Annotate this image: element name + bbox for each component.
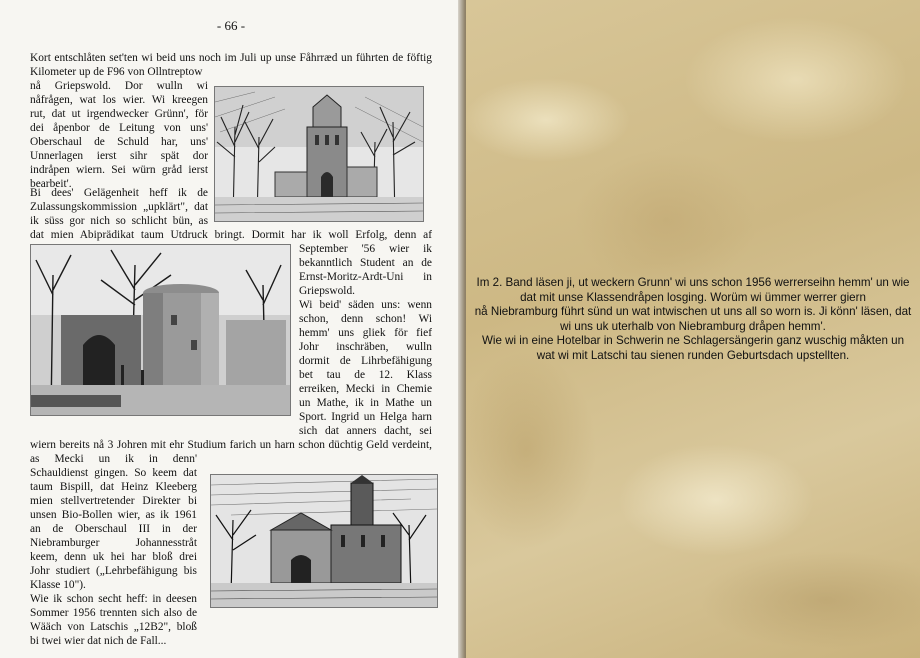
text-line: dei åpenbor de Leitung von uns' bbox=[30, 122, 208, 134]
text-line: Klasse 10"). bbox=[30, 579, 86, 591]
text-line: bearbeit'. bbox=[30, 178, 72, 190]
text-line: dormit de Lihrbefähigung bbox=[299, 355, 432, 367]
text-line: erreiken, Mecki in Chemie bbox=[299, 383, 432, 395]
text-line: wi uns uk uterhalb von Niebramburg dråpen hemm'. bbox=[560, 319, 826, 333]
text-line: wat wi mit Latschi tau sienen runden Geburtsdach upstellten. bbox=[536, 348, 850, 362]
text-line: un Mathe, ik in Mathe un bbox=[299, 397, 432, 409]
text-line: bet tau de 12. Klass bbox=[299, 369, 432, 381]
text-line: Bi dees' Gelägenheit heff ik de bbox=[30, 187, 208, 199]
text-line: dat mit unse Klassendråpen losging. Worüm wi ümmer werrer giern bbox=[520, 290, 866, 304]
page-number: - 66 - bbox=[216, 18, 246, 33]
text-line: Niebramburger Johannesstråt bbox=[30, 537, 197, 549]
city-gate-sketch-icon bbox=[215, 87, 423, 221]
text-line: keem, denn uk hei har bloß drei bbox=[30, 551, 197, 563]
text-line: mien stellvertretender Direkter bi bbox=[30, 495, 197, 507]
text-line: Schauldienst gingen. So keem dat bbox=[30, 467, 197, 479]
church-town-sketch-icon bbox=[211, 475, 437, 607]
text-line: an de Oberschaul III in der bbox=[30, 523, 197, 535]
text-line: Sport. Ingrid un Helga harn bbox=[299, 411, 432, 423]
text-line: rut, dat ut irgendwecker Grünn', för bbox=[30, 108, 208, 120]
text-line: Wääch von Latschis „12B2", bloß bbox=[30, 621, 197, 633]
text-line: taum Bispill, dat Heinz Kleeberg bbox=[30, 481, 197, 493]
text-line: wiern bereits nå 3 Johren mit ehr Studium farich un harn schon düchtig Geld verdeint, bbox=[30, 439, 432, 451]
text-line: hemm' uns gliek för fief bbox=[299, 327, 432, 339]
text-line: sich dat anners dacht, sei bbox=[299, 425, 432, 437]
text-line: nå Niebramburg führt sünd un wat intwischen ut uns all so worn is. Ji könn' läsen, dat bbox=[474, 305, 912, 318]
text-line: as Mecki un ik in denn' bbox=[30, 453, 197, 465]
text-line: unsen Bio-Bollen wier, as ik 1961 bbox=[30, 509, 197, 521]
text-line: Unnerlagen ierst sihr spät dor bbox=[30, 150, 208, 162]
text-line: nå Griepswold. Dor wulln wi bbox=[30, 80, 208, 92]
text-line: bekanntlich Student an de bbox=[299, 257, 432, 269]
church-sketch-image bbox=[210, 474, 438, 608]
right-page bbox=[466, 0, 920, 658]
text-line: Wi beid' säden uns: wenn bbox=[299, 299, 432, 311]
text-line: Griepswold. bbox=[299, 285, 355, 297]
text-line: Wie wi in eine Hotelbar in Schwerin ne Schlagersängerin ganz wuschig måkten un bbox=[481, 334, 905, 347]
text-line: bi twei wier dat nich de Fall... bbox=[30, 635, 167, 647]
text-line: nåfrågen, wat los wier. Wi kreegen bbox=[30, 94, 208, 106]
text-line: Johr studiert („Lehrbefähigung bis bbox=[30, 565, 197, 577]
text-line: Kort entschlåten set'ten wi beid uns noch im Juli up unse Fåhrræd un führten de föftig bbox=[30, 52, 432, 64]
text-line: schon, denn schon! Wi bbox=[299, 313, 432, 325]
text-line: Oberschaul de Schuld har, uns' bbox=[30, 136, 208, 148]
text-line: Zulassungskommission „upklärt", dat bbox=[30, 201, 208, 213]
right-page-text bbox=[466, 276, 920, 363]
text-line: Johr inschräben, wulln bbox=[299, 341, 432, 353]
text-line: Wie ik schon secht heff: in deesen bbox=[30, 593, 197, 605]
text-line: dat mien Abiprädikat taum Utdruck bringt. Dormit har ik woll Erfolg, denn af bbox=[30, 229, 432, 241]
text-line: indråpen wiern. Sei würn gråd ierst bbox=[30, 164, 208, 176]
text-line: Sommer 1956 trennten sich also de bbox=[30, 607, 197, 619]
text-line: Ernst-Moritz-Ardt-Uni in bbox=[299, 271, 432, 283]
text-line: Im 2. Band läsen ji, ut weckern Grunn' wi uns schon 1956 werrerseihn hemm' un wie bbox=[476, 276, 910, 289]
text-line: ik süss gor nich so schlicht bün, as bbox=[30, 215, 208, 227]
tower-photo-image bbox=[30, 244, 291, 416]
text-line: September '56 wier ik bbox=[299, 243, 432, 255]
gate-sketch-image bbox=[214, 86, 424, 222]
text-line: Kilometer up de F96 von Ollntreptow bbox=[30, 66, 203, 78]
round-tower-photo-icon bbox=[31, 245, 290, 415]
